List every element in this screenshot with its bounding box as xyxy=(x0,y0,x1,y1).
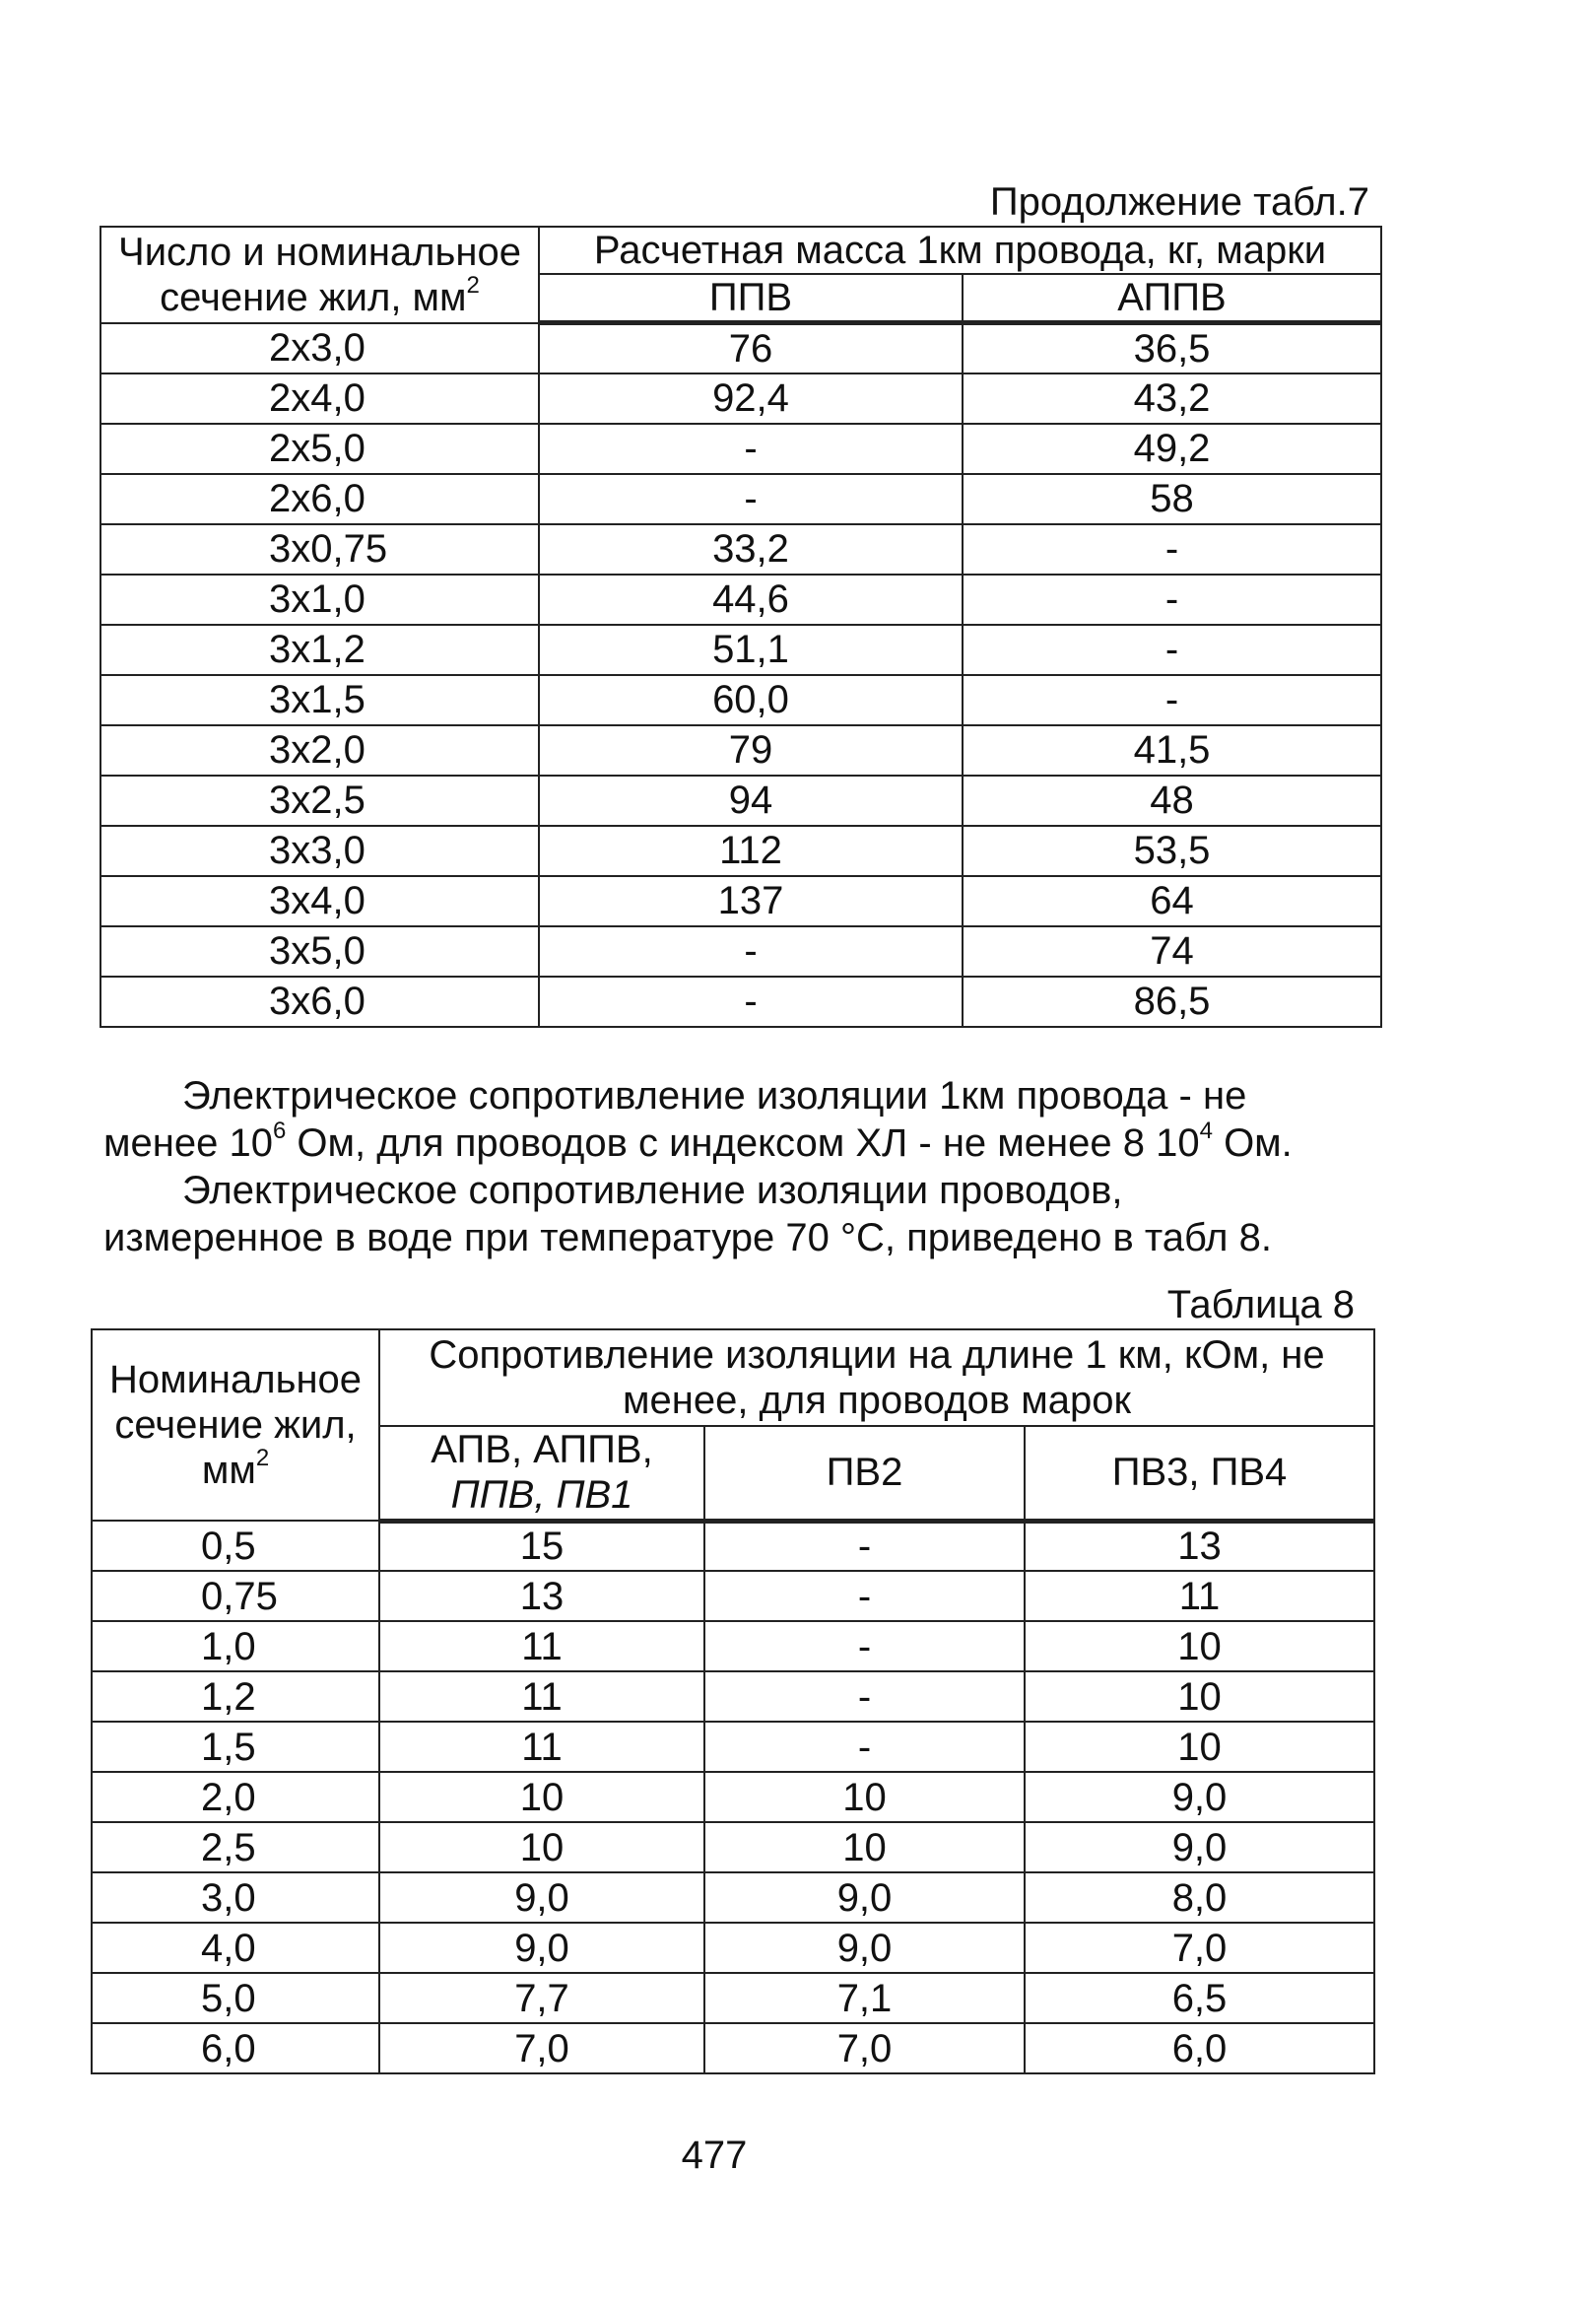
table8-col1-header-line1: Номинальное xyxy=(108,1358,363,1401)
table-cell: 94 xyxy=(539,776,963,826)
table8-col1-header-sup: 2 xyxy=(255,1445,270,1471)
table-row xyxy=(92,1621,1374,1671)
table-row xyxy=(92,2023,1374,2073)
table-cell: 0,75 xyxy=(92,1571,379,1621)
table-row xyxy=(100,776,1381,826)
table8-subheader-apv xyxy=(379,1426,704,1521)
table-cell: 43,2 xyxy=(963,373,1381,424)
paragraph1-line2-c: Ом. xyxy=(1212,1121,1293,1165)
table-cell: 7,0 xyxy=(704,2023,1025,2073)
table-row xyxy=(100,725,1381,776)
table8-subheader-pv3-pv4: ПВ3, ПВ4 xyxy=(1025,1426,1374,1521)
table-cell: 76 xyxy=(539,323,963,373)
table-cell: 44,6 xyxy=(539,575,963,625)
table7-col1-header xyxy=(100,227,539,323)
table-cell: - xyxy=(539,926,963,977)
table-cell: 1,5 xyxy=(92,1722,379,1772)
table-cell: 10 xyxy=(704,1772,1025,1822)
table-cell: 2x5,0 xyxy=(100,424,539,474)
table-row xyxy=(92,1872,1374,1923)
table-row xyxy=(92,1722,1374,1772)
table-cell: 137 xyxy=(539,876,963,926)
table-cell: 86,5 xyxy=(963,977,1381,1027)
table-cell: 6,0 xyxy=(92,2023,379,2073)
table-cell: 2,0 xyxy=(92,1772,379,1822)
table-cell: 13 xyxy=(1025,1521,1374,1571)
table-cell: - xyxy=(963,675,1381,725)
table-row xyxy=(92,1772,1374,1822)
table-cell: 3x1,5 xyxy=(100,675,539,725)
table7 xyxy=(100,226,1382,1028)
table8-col1-header-line3: мм xyxy=(201,1449,256,1492)
table-cell: 51,1 xyxy=(539,625,963,675)
table-cell: 58 xyxy=(963,474,1381,524)
table-cell: 33,2 xyxy=(539,524,963,575)
table-row xyxy=(92,1822,1374,1872)
paragraph1-sup1: 6 xyxy=(272,1118,287,1144)
table-cell: 2,5 xyxy=(92,1822,379,1872)
table-cell: 11 xyxy=(379,1671,704,1722)
paragraph1-line2 xyxy=(103,1119,1384,1167)
table-cell: - xyxy=(963,625,1381,675)
table-row xyxy=(100,575,1381,625)
paragraph1-line1: Электрическое сопротивление изоляции 1км провода - не xyxy=(182,1074,1247,1118)
table-cell: 9,0 xyxy=(704,1923,1025,1973)
table-cell: 112 xyxy=(539,826,963,876)
table-cell: 3x1,0 xyxy=(100,575,539,625)
table8-col1-header xyxy=(92,1329,379,1521)
table-cell: 3x6,0 xyxy=(100,977,539,1027)
table-cell: 6,5 xyxy=(1025,1973,1374,2023)
table-cell: 64 xyxy=(963,876,1381,926)
table-cell: - xyxy=(963,524,1381,575)
table-cell: 36,5 xyxy=(963,323,1381,373)
table-row xyxy=(92,1521,1374,1571)
table-cell: 74 xyxy=(963,926,1381,977)
table-cell: 2x3,0 xyxy=(100,323,539,373)
table-row xyxy=(92,1571,1374,1621)
table-cell: 10 xyxy=(704,1822,1025,1872)
table-cell: 79 xyxy=(539,725,963,776)
table-cell: 92,4 xyxy=(539,373,963,424)
table-cell: - xyxy=(704,1521,1025,1571)
table-cell: 2x6,0 xyxy=(100,474,539,524)
table8-group-header: Сопротивление изоляции на длине 1 км, кОм, не менее, для проводов марок xyxy=(379,1329,1374,1426)
table7-col1-header-sup: 2 xyxy=(466,271,480,299)
table7-col1-header-line1: Число и номинальное xyxy=(118,230,521,274)
paragraph2-line1: Электрическое сопротивление изоляции проводов, xyxy=(182,1169,1123,1212)
table7-caption: Продолжение табл.7 xyxy=(989,180,1369,224)
table-cell: 3x5,0 xyxy=(100,926,539,977)
table-cell: 9,0 xyxy=(379,1923,704,1973)
table-cell: 3x4,0 xyxy=(100,876,539,926)
table-cell: 3,0 xyxy=(92,1872,379,1923)
table-cell: 8,0 xyxy=(1025,1872,1374,1923)
paragraph-insulation-resistance xyxy=(103,1072,1384,1167)
table-cell: 7,1 xyxy=(704,1973,1025,2023)
paragraph1-line2-b: Ом, для проводов с индексом ХЛ - не менее 8 10 xyxy=(286,1121,1200,1165)
table-cell: 7,0 xyxy=(379,2023,704,2073)
table-row xyxy=(100,876,1381,926)
table-cell: 9,0 xyxy=(1025,1822,1374,1872)
table-cell: 5,0 xyxy=(92,1973,379,2023)
table-cell: 49,2 xyxy=(963,424,1381,474)
table7-subheader-appv: АППВ xyxy=(963,274,1381,323)
table8 xyxy=(91,1328,1375,2074)
table-row xyxy=(100,373,1381,424)
paragraph-water-measurement xyxy=(103,1167,1384,1261)
table-cell: 3x2,5 xyxy=(100,776,539,826)
table-row xyxy=(100,474,1381,524)
table-cell: - xyxy=(539,977,963,1027)
table8-subheader-pv2: ПВ2 xyxy=(704,1426,1025,1521)
table-cell: 10 xyxy=(379,1772,704,1822)
table8-subheader-apv-line1: АПВ, АППВ, xyxy=(431,1428,653,1472)
table-cell: 3x2,0 xyxy=(100,725,539,776)
table7-col1-header-line2: сечение жил, мм xyxy=(160,275,467,319)
table-cell: 6,0 xyxy=(1025,2023,1374,2073)
table8-subheader-apv-line2: ППВ, ПВ1 xyxy=(450,1473,633,1518)
table-row xyxy=(100,826,1381,876)
table-cell: 1,2 xyxy=(92,1671,379,1722)
table-row xyxy=(92,1973,1374,2023)
table-cell: 9,0 xyxy=(1025,1772,1374,1822)
table8-body xyxy=(92,1521,1374,2073)
paragraph1-line2-a: менее 10 xyxy=(103,1121,273,1165)
table-cell: 10 xyxy=(1025,1722,1374,1772)
table-row xyxy=(100,323,1381,373)
table-cell: 7,0 xyxy=(1025,1923,1374,1973)
table-cell: - xyxy=(704,1722,1025,1772)
table8-caption: Таблица 8 xyxy=(1166,1283,1355,1326)
table-cell: - xyxy=(963,575,1381,625)
table-cell: - xyxy=(539,424,963,474)
table7-body xyxy=(100,323,1381,1027)
table-cell: 4,0 xyxy=(92,1923,379,1973)
table-cell: 2x4,0 xyxy=(100,373,539,424)
table-cell: 9,0 xyxy=(379,1872,704,1923)
table-cell: 7,7 xyxy=(379,1973,704,2023)
table-row xyxy=(92,1671,1374,1722)
table-cell: 10 xyxy=(379,1822,704,1872)
paragraph1-sup2: 4 xyxy=(1199,1118,1213,1144)
paragraph2-line2: измеренное в воде при температуре 70 °С, приведено в табл 8. xyxy=(103,1216,1272,1259)
table8-col1-header-line2: сечение жил, xyxy=(114,1403,357,1447)
table-cell: 15 xyxy=(379,1521,704,1571)
table-cell: - xyxy=(704,1671,1025,1722)
table-cell: 60,0 xyxy=(539,675,963,725)
table-cell: 10 xyxy=(1025,1671,1374,1722)
table-cell: - xyxy=(704,1621,1025,1671)
table-row xyxy=(100,926,1381,977)
page-number: 477 xyxy=(681,2134,748,2177)
table-cell: 1,0 xyxy=(92,1621,379,1671)
table-row xyxy=(100,675,1381,725)
table-cell: 3x1,2 xyxy=(100,625,539,675)
table-cell: 11 xyxy=(379,1621,704,1671)
table-cell: - xyxy=(539,474,963,524)
table-cell: 41,5 xyxy=(963,725,1381,776)
table-cell: 48 xyxy=(963,776,1381,826)
table-row xyxy=(100,424,1381,474)
table-cell: 9,0 xyxy=(704,1872,1025,1923)
table7-group-header: Расчетная масса 1км провода, кг, марки xyxy=(539,227,1381,274)
table-row xyxy=(100,524,1381,575)
table-cell: 13 xyxy=(379,1571,704,1621)
table-cell: 3x0,75 xyxy=(100,524,539,575)
table-cell: 53,5 xyxy=(963,826,1381,876)
table-row xyxy=(92,1923,1374,1973)
table-cell: 3x3,0 xyxy=(100,826,539,876)
table-cell: - xyxy=(704,1571,1025,1621)
table-row xyxy=(100,977,1381,1027)
table-cell: 11 xyxy=(1025,1571,1374,1621)
table-cell: 0,5 xyxy=(92,1521,379,1571)
table-row xyxy=(100,625,1381,675)
table7-subheader-ppv: ППВ xyxy=(539,274,963,323)
table-cell: 11 xyxy=(379,1722,704,1772)
table-cell: 10 xyxy=(1025,1621,1374,1671)
